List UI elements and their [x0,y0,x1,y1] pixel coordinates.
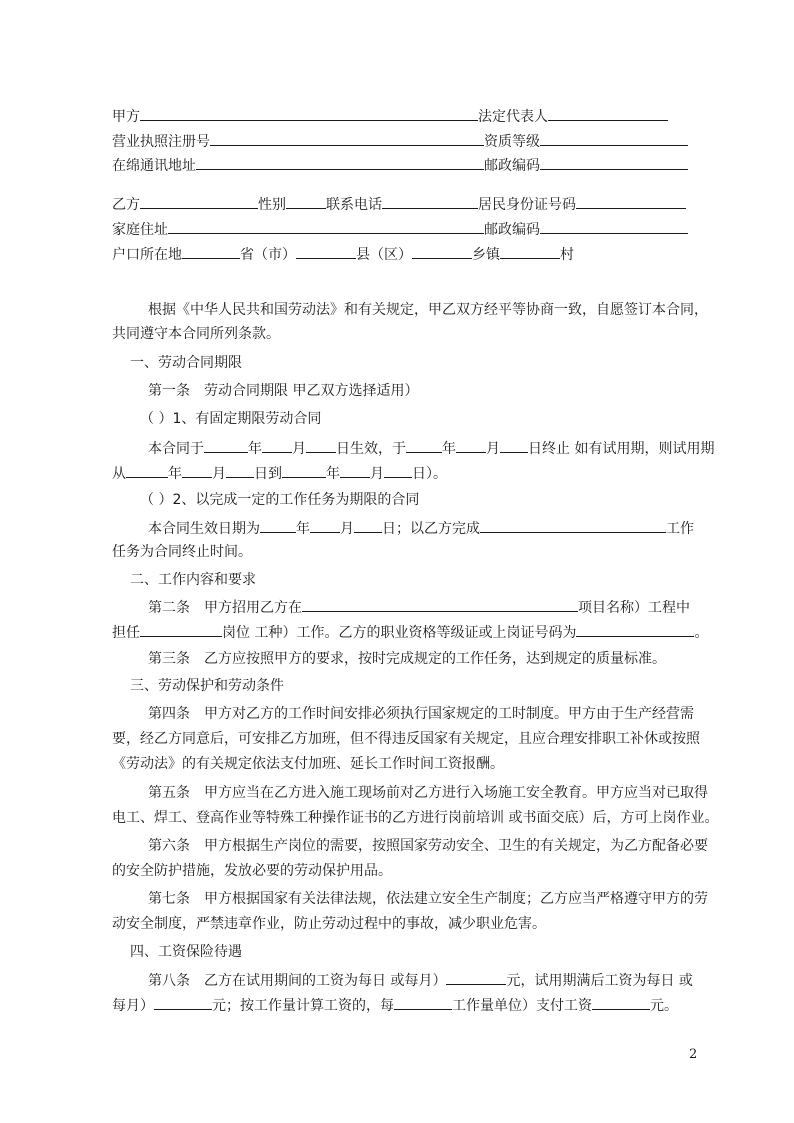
art2-c: 担任 [112,625,140,641]
xiangzhen-label: 乡镇 [472,247,500,263]
art8-e: 工作量单位）支付工资 [452,998,592,1014]
youzheng-blank-1 [540,155,688,170]
yi-fang-blank [140,194,258,209]
lianxi-label: 联系电话 [326,197,382,213]
zaimian-row [112,155,688,175]
art8-b: 元，试用期满后工资为每日 或 [506,973,693,989]
zaimian-blank [196,155,484,170]
jiating-label: 家庭住址 [112,222,168,238]
p-month-blank-2 [340,463,370,478]
jia-fang-label: 甲方 [112,109,140,125]
article-5-line-2: 电工、焊工、登高作业等特殊工种操作证书的乙方进行岗前培训 或书面交底）后，方可上岗作业。 [112,810,719,826]
hukou-row [112,244,574,264]
article-8-line-2 [112,995,678,1015]
section-4-heading: 四、工资保险待遇 [130,944,242,960]
cert-blank [576,622,694,637]
xian-label: 县（区） [356,247,412,263]
article-1: 第一条 劳动合同期限 甲乙双方选择适用） [148,383,419,399]
o2-year-blank [260,518,296,533]
article-2-line-1 [148,597,690,617]
zizhi-blank [540,131,688,146]
youzheng-blank-2 [540,219,688,234]
sheng-label: 省（市） [240,247,296,263]
ri-zhongzhi-label: 日终止 如有试用期，则试用期 [528,441,715,457]
art2-b: 项目名称）工程中 [578,600,690,616]
option-2: （ ）2、以完成一定的工作任务为期限的合同 [140,492,420,508]
shenfenzheng-label: 居民身份证号码 [478,197,576,213]
probation-dates-line [112,463,447,483]
yingye-label: 营业执照注册号 [112,134,210,150]
section-2-heading: 二、工作内容和要求 [130,572,256,588]
p-day-blank-2 [384,463,412,478]
section-3-heading: 三、劳动保护和劳动条件 [130,678,284,694]
jiating-row [112,219,688,239]
ri-shengxiao-label: 日生效，于 [336,441,406,457]
p-year-blank-2 [282,463,326,478]
article-5-line-1: 第五条 甲方应当在乙方进入施工现场前对乙方进行入场施工安全教育。甲方应当对已取得 [148,785,708,801]
p-nian-label: 年 [168,466,182,482]
o2-yue-label: 月 [340,521,354,537]
article-6-line-1: 第六条 甲方根据生产岗位的需要，按照国家劳动安全、卫生的有关规定，为乙方配备必要 [148,838,708,854]
article-7-line-1: 第七条 甲方根据国家有关法律法规，依法建立安全生产制度；乙方应当严格遵守甲方的劳 [148,891,708,907]
yingye-blank [210,131,484,146]
article-4-line-3: 《劳动法》的有关规定依法支付加班、延长工作时间工资报酬。 [112,756,504,772]
nian-label: 年 [248,441,262,457]
jia-fang-blank [140,106,478,121]
art8-a: 第八条 乙方在试用期间的工资为每日 或每月） [148,973,447,989]
article-3: 第三条 乙方应按照甲方的要求，按时完成规定的工作任务，达到规定的质量标准。 [148,651,666,667]
yi-fang-label: 乙方 [112,197,140,213]
article-8-line-1 [148,970,693,990]
trial-wage-blank [446,970,506,985]
opt1-start-label: 本合同于 [148,441,204,457]
youzheng-label-2: 邮政编码 [484,222,540,238]
option-2-line-2: 任务为合同终止时间。 [112,544,252,560]
jia-fang-row [112,106,668,126]
youzheng-label-1: 邮政编码 [484,158,540,174]
article-4-line-1: 第四条 甲方对乙方的工作时间安排必须执行国家规定的工时制度。甲方由于生产经营需 [148,706,694,722]
fading-daibiaoren-label: 法定代表人 [478,109,548,125]
art2-d: 岗位 工种）工作。乙方的职业资格等级证或上岗证号码为 [222,625,577,641]
unit-blank [394,995,452,1010]
o2-nian-label: 年 [296,521,310,537]
ri-dao-label: 日到 [254,466,282,482]
gongzuo-label: 工作 [666,521,694,537]
day-blank-2 [500,438,528,453]
yue-label-2: 月 [486,441,500,457]
xingbie-blank [286,194,326,209]
art8-c: 每月） [112,998,154,1014]
xiangzhen-blank [500,244,560,259]
p-yue-label-2: 月 [370,466,384,482]
zizhi-label: 资质等级 [484,134,540,150]
year-blank [204,438,248,453]
art2-e: 。 [694,625,709,641]
yingye-row [112,131,688,151]
section-1-heading: 一、劳动合同期限 [130,355,242,371]
opt2-start-label: 本合同生效日期为 [148,521,260,537]
post-blank [140,622,222,637]
p-day-blank [226,463,254,478]
wage-blank [154,995,212,1010]
xingbie-label: 性别 [258,197,286,213]
month-blank [262,438,292,453]
hukou-label: 户口所在地 [112,247,182,263]
o2-month-blank [310,518,340,533]
project-blank [302,597,578,612]
nian-label-2: 年 [442,441,456,457]
page-number: 2 [689,1047,698,1062]
zaimian-label: 在绵通讯地址 [112,158,196,174]
p-year-blank [126,463,168,478]
article-6-line-2: 的安全防护措施，发放必要的劳动保护用品。 [112,863,392,879]
xian-blank [412,244,472,259]
task-blank [480,518,666,533]
article-4-line-2: 要，经乙方同意后，可安排乙方加班，但不得违反国家有关规定，且应合理安排职工补休或按照 [112,731,700,747]
fading-daibiaoren-blank [548,106,668,121]
option-1-dates-line [148,438,714,458]
o2-day-blank [354,518,382,533]
p-nian-label-2: 年 [326,466,340,482]
art8-d: 元；按工作量计算工资的，每 [212,998,394,1014]
hukou-blank [182,244,240,259]
sheng-blank [296,244,356,259]
article-7-line-2: 动安全制度，严禁违章作业，防止劳动过程中的事故，减少职业危害。 [112,916,546,932]
day-blank [306,438,336,453]
ri-end-label: 日）。 [412,466,447,482]
pay-blank [592,995,650,1010]
month-blank-2 [456,438,486,453]
yi-fang-row [112,194,686,214]
shenfenzheng-blank [576,194,686,209]
option-2-dates-line [148,518,694,538]
option-1: （ ）1、有固定期限劳动合同 [140,411,322,427]
art2-a: 第二条 甲方招用乙方在 [148,600,302,616]
jiating-blank [168,219,484,234]
lianxi-blank [382,194,478,209]
yue-label: 月 [292,441,306,457]
article-2-line-2 [112,622,708,642]
year-blank-2 [406,438,442,453]
art8-f: 元。 [650,998,678,1014]
ri-yi-label: 日；以乙方完成 [382,521,480,537]
p-yue-label: 月 [212,466,226,482]
cong-label: 从 [112,466,126,482]
intro-line-2: 共同遵守本合同所列条款。 [112,326,280,342]
cun-label: 村 [560,247,574,263]
intro-line-1: 根据《中华人民共和国劳动法》和有关规定，甲乙双方经平等协商一致，自愿签订本合同， [148,302,708,318]
p-month-blank [182,463,212,478]
